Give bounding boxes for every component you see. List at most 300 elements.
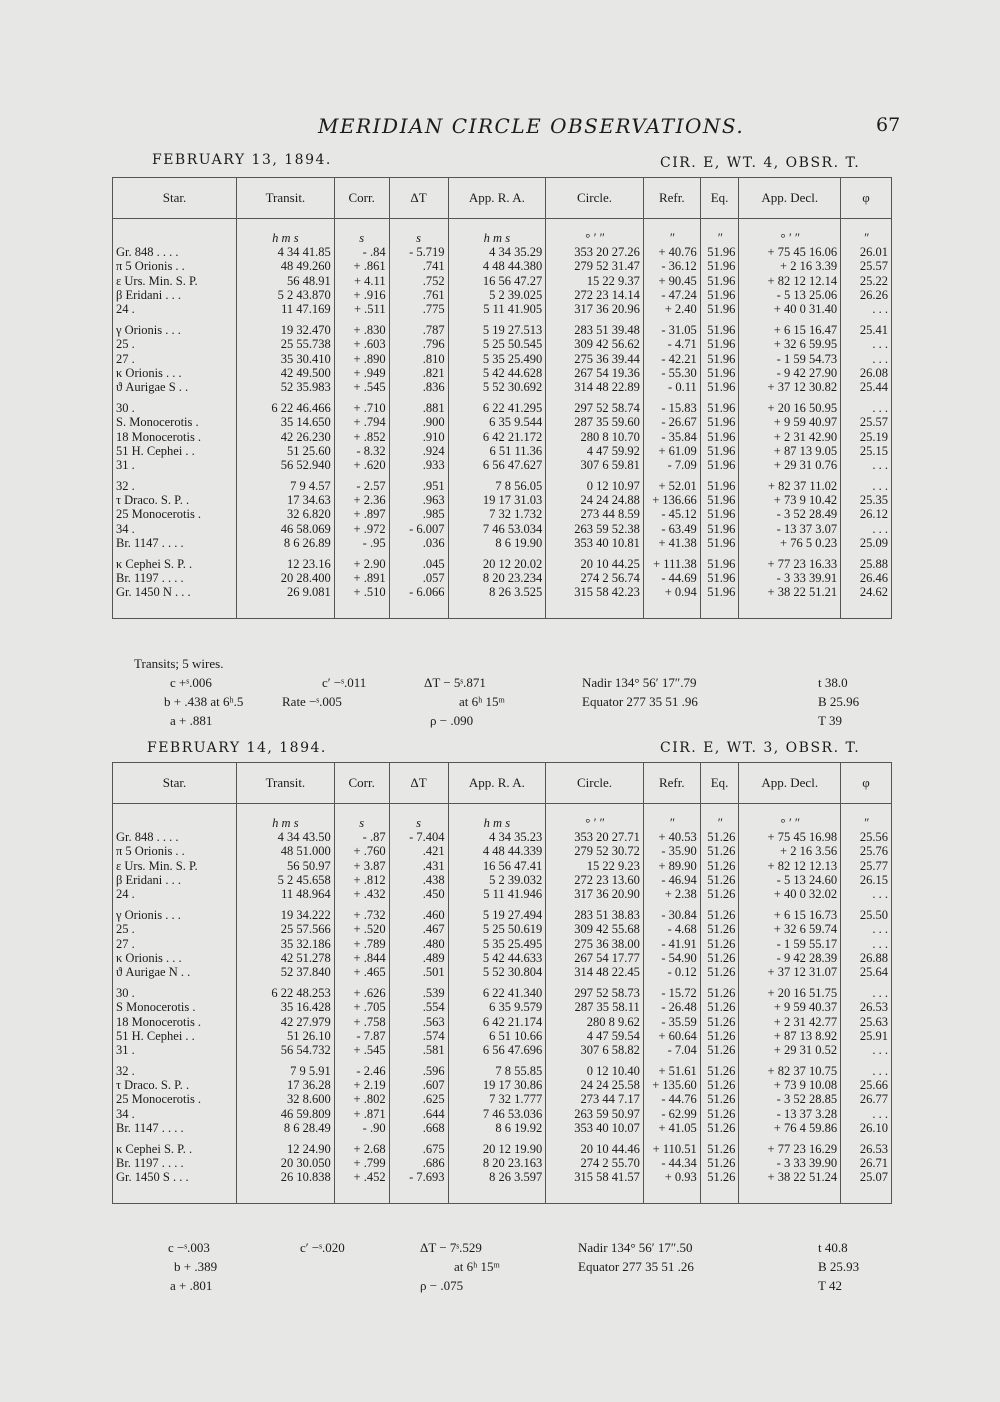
col-app-decl: + 2 16 3.39 <box>739 259 841 273</box>
col-phi: 26.46 <box>841 571 892 585</box>
col-circle: 317 36 20.90 <box>546 887 644 901</box>
col-star: Gr. 1450 S . . . <box>113 1170 237 1184</box>
gap-cell <box>334 1135 389 1142</box>
col-eq: 51.96 <box>700 302 739 316</box>
col-transit: 35 16.428 <box>237 1000 335 1014</box>
col-circle: 0 12 10.97 <box>546 479 644 493</box>
footer-T: T 42 <box>818 1278 842 1293</box>
gap-cell <box>841 1135 892 1142</box>
col-refr: + 135.60 <box>643 1078 700 1092</box>
col-app-ra: 5 42 44.628 <box>448 366 546 380</box>
footer-b: b + .389 <box>174 1259 218 1274</box>
col-star: 27 . <box>113 937 237 951</box>
gap-cell <box>113 394 237 401</box>
col-refr: - 0.11 <box>643 380 700 394</box>
col-transit: 7 9 4.57 <box>237 479 335 493</box>
column-header-eq: Eq. <box>700 178 739 219</box>
col-app-ra: 16 56 47.41 <box>448 859 546 873</box>
col-app-ra: 4 34 35.29 <box>448 245 546 259</box>
col-star: 34 . <box>113 522 237 536</box>
col-eq: 51.96 <box>700 507 739 521</box>
table-row <box>113 522 892 536</box>
footer-B: B 25.93 <box>818 1259 860 1274</box>
col-delta-t: .963 <box>389 493 448 507</box>
col-eq: 51.26 <box>700 1156 739 1170</box>
col-circle: 20 10 44.25 <box>546 557 644 571</box>
unit-label: ″ <box>841 219 892 246</box>
col-corr: + .812 <box>334 873 389 887</box>
table-row <box>113 274 892 288</box>
gap-cell <box>643 901 700 908</box>
col-star: 25 Monocerotis . <box>113 1092 237 1106</box>
col-phi: 25.57 <box>841 259 892 273</box>
col-app-decl: - 3 33 39.90 <box>739 1156 841 1170</box>
table-row <box>113 302 892 316</box>
col-eq: 51.26 <box>700 986 739 1000</box>
footer-rho: ρ − .075 <box>420 1278 464 1293</box>
col-app-decl: - 3 33 39.91 <box>739 571 841 585</box>
col-phi: 26.01 <box>841 245 892 259</box>
col-circle: 283 51 39.48 <box>546 323 644 337</box>
gap-cell <box>448 979 546 986</box>
col-corr: + .620 <box>334 458 389 472</box>
group-gap <box>113 472 892 479</box>
col-phi: 24.62 <box>841 585 892 599</box>
col-transit: 42 26.230 <box>237 429 335 443</box>
col-star: κ Cephei S. P. . <box>113 557 237 571</box>
col-eq: 51.96 <box>700 536 739 550</box>
col-delta-t: .460 <box>389 908 448 922</box>
col-star: γ Orionis . . . <box>113 323 237 337</box>
col-corr: + .844 <box>334 951 389 965</box>
col-circle: 273 44 7.17 <box>546 1092 644 1106</box>
gap-cell <box>113 901 237 908</box>
col-eq: 51.96 <box>700 380 739 394</box>
section-date: FEBRUARY 13, 1894. <box>152 152 332 168</box>
col-eq: 51.96 <box>700 415 739 429</box>
col-app-ra: 5 25 50.545 <box>448 337 546 351</box>
gap-cell <box>700 1135 739 1142</box>
table-row <box>113 380 892 394</box>
unit-label: s <box>389 219 448 246</box>
col-star: κ Orionis . . . <box>113 951 237 965</box>
col-refr: + 41.05 <box>643 1121 700 1135</box>
bottom-cell <box>643 600 700 619</box>
col-corr: + 2.68 <box>334 1142 389 1156</box>
footer-t: t 38.0 <box>818 675 848 690</box>
footer-equator: Equator 277 35 51 .26 <box>578 1259 694 1274</box>
col-refr: + 110.51 <box>643 1142 700 1156</box>
col-delta-t: .924 <box>389 444 448 458</box>
bottom-cell <box>739 600 841 619</box>
col-eq: 51.26 <box>700 1107 739 1121</box>
col-star: ε Urs. Min. S. P. <box>113 274 237 288</box>
col-circle: 353 20 27.26 <box>546 245 644 259</box>
table-row <box>113 922 892 936</box>
gap-cell <box>113 1135 237 1142</box>
table-row <box>113 1000 892 1014</box>
col-app-ra: 20 12 19.90 <box>448 1142 546 1156</box>
gap-cell <box>237 1057 335 1064</box>
col-refr: - 0.12 <box>643 965 700 979</box>
col-app-ra: 6 56 47.627 <box>448 458 546 472</box>
gap-cell <box>237 394 335 401</box>
col-corr: + .511 <box>334 302 389 316</box>
gap-cell <box>237 316 335 323</box>
footer-a: a + .801 <box>170 1278 213 1293</box>
unit-label: ° ′ ″ <box>739 804 841 831</box>
col-app-decl: - 3 52 28.85 <box>739 1092 841 1106</box>
col-delta-t: .821 <box>389 366 448 380</box>
col-corr: + .710 <box>334 401 389 415</box>
col-phi: . . . <box>841 337 892 351</box>
col-app-ra: 6 42 21.172 <box>448 429 546 443</box>
col-transit: 46 59.809 <box>237 1107 335 1121</box>
col-transit: 6 22 48.253 <box>237 986 335 1000</box>
col-app-ra: 20 12 20.02 <box>448 557 546 571</box>
col-app-decl: + 82 12 12.14 <box>739 274 841 288</box>
running-header <box>0 114 1000 138</box>
col-transit: 42 27.979 <box>237 1014 335 1028</box>
col-refr: - 62.99 <box>643 1107 700 1121</box>
group-gap <box>113 550 892 557</box>
bottom-cell <box>389 1185 448 1204</box>
footer-dt-at: at 6ʰ 15ᵐ <box>459 694 505 709</box>
gap-cell <box>841 1057 892 1064</box>
col-corr: + .545 <box>334 380 389 394</box>
col-eq: 51.26 <box>700 1064 739 1078</box>
gap-cell <box>546 472 644 479</box>
col-corr: + .758 <box>334 1014 389 1028</box>
gap-cell <box>113 316 237 323</box>
gap-cell <box>546 316 644 323</box>
col-circle: 272 23 13.60 <box>546 873 644 887</box>
col-corr: + .799 <box>334 1156 389 1170</box>
col-delta-t: .741 <box>389 259 448 273</box>
table-row <box>113 585 892 599</box>
col-delta-t: .421 <box>389 844 448 858</box>
col-app-ra: 19 17 30.86 <box>448 1078 546 1092</box>
col-phi: 26.15 <box>841 873 892 887</box>
table-row <box>113 536 892 550</box>
col-refr: + 111.38 <box>643 557 700 571</box>
col-circle: 280 8 10.70 <box>546 429 644 443</box>
gap-cell <box>841 901 892 908</box>
gap-cell <box>739 550 841 557</box>
bottom-cell <box>546 600 644 619</box>
col-delta-t: .985 <box>389 507 448 521</box>
col-app-decl: + 76 5 0.23 <box>739 536 841 550</box>
col-eq: 51.96 <box>700 245 739 259</box>
table-row <box>113 571 892 585</box>
col-app-decl: + 75 45 16.06 <box>739 245 841 259</box>
header-row <box>113 763 892 804</box>
col-phi: 25.63 <box>841 1014 892 1028</box>
col-star: 32 . <box>113 1064 237 1078</box>
unit-label: ″ <box>841 804 892 831</box>
col-star: 25 Monocerotis . <box>113 507 237 521</box>
col-corr: + .789 <box>334 937 389 951</box>
col-app-decl: + 77 23 16.33 <box>739 557 841 571</box>
col-app-ra: 6 51 11.36 <box>448 444 546 458</box>
col-phi: 26.12 <box>841 507 892 521</box>
col-transit: 11 48.964 <box>237 887 335 901</box>
unit-label: ″ <box>700 804 739 831</box>
gap-cell <box>113 472 237 479</box>
col-app-decl: + 2 31 42.77 <box>739 1014 841 1028</box>
col-delta-t: .675 <box>389 1142 448 1156</box>
table-row <box>113 1121 892 1135</box>
col-app-ra: 8 20 23.234 <box>448 571 546 585</box>
col-app-decl: - 1 59 54.73 <box>739 352 841 366</box>
col-app-decl: + 75 45 16.98 <box>739 830 841 844</box>
col-transit: 20 30.050 <box>237 1156 335 1170</box>
bottom-cell <box>389 600 448 619</box>
gap-cell <box>841 316 892 323</box>
footer-dt: ΔT − 5ˢ.871 <box>424 675 486 690</box>
unit-label <box>113 219 237 246</box>
col-star: ϑ Aurigae S . . <box>113 380 237 394</box>
unit-label: h m s <box>237 804 335 831</box>
col-refr: + 60.64 <box>643 1029 700 1043</box>
col-app-ra: 5 42 44.633 <box>448 951 546 965</box>
gap-cell <box>700 979 739 986</box>
col-app-decl: + 82 12 12.13 <box>739 859 841 873</box>
page-title: MERIDIAN CIRCLE OBSERVATIONS. <box>318 114 745 138</box>
col-circle: 272 23 14.14 <box>546 288 644 302</box>
footer-nadir: Nadir 134° 56′ 17″.50 <box>578 1240 693 1255</box>
header-row <box>113 178 892 219</box>
table-row <box>113 1064 892 1078</box>
gap-cell <box>237 1135 335 1142</box>
gap-cell <box>113 550 237 557</box>
col-delta-t: .554 <box>389 1000 448 1014</box>
gap-cell <box>546 394 644 401</box>
col-delta-t: .951 <box>389 479 448 493</box>
col-circle: 315 58 42.23 <box>546 585 644 599</box>
col-star: Gr. 1450 N . . . <box>113 585 237 599</box>
col-refr: - 31.05 <box>643 323 700 337</box>
col-refr: + 0.94 <box>643 585 700 599</box>
col-transit: 56 48.91 <box>237 274 335 288</box>
col-refr: - 63.49 <box>643 522 700 536</box>
col-delta-t: .581 <box>389 1043 448 1057</box>
col-refr: - 55.30 <box>643 366 700 380</box>
col-app-ra: 5 19 27.513 <box>448 323 546 337</box>
gap-cell <box>643 979 700 986</box>
table-row <box>113 859 892 873</box>
gap-cell <box>739 472 841 479</box>
unit-label: s <box>334 219 389 246</box>
col-app-ra: 5 35 25.495 <box>448 937 546 951</box>
col-delta-t: .900 <box>389 415 448 429</box>
table-row <box>113 1142 892 1156</box>
col-refr: - 54.90 <box>643 951 700 965</box>
gap-cell <box>334 472 389 479</box>
col-transit: 32 8.600 <box>237 1092 335 1106</box>
col-delta-t: .596 <box>389 1064 448 1078</box>
col-corr: + 4.11 <box>334 274 389 288</box>
col-app-ra: 7 46 53.036 <box>448 1107 546 1121</box>
gap-cell <box>237 901 335 908</box>
gap-cell <box>448 394 546 401</box>
col-star: Br. 1147 . . . . <box>113 536 237 550</box>
col-phi: 26.10 <box>841 1121 892 1135</box>
footer-equator: Equator 277 35 51 .96 <box>582 694 698 709</box>
unit-label: ° ′ ″ <box>546 804 644 831</box>
col-app-ra: 8 20 23.163 <box>448 1156 546 1170</box>
col-transit: 48 49.260 <box>237 259 335 273</box>
col-star: β Eridani . . . <box>113 873 237 887</box>
col-delta-t: .607 <box>389 1078 448 1092</box>
col-transit: 8 6 28.49 <box>237 1121 335 1135</box>
col-circle: 309 42 56.62 <box>546 337 644 351</box>
table-row <box>113 479 892 493</box>
col-phi: 25.09 <box>841 536 892 550</box>
col-circle: 353 20 27.71 <box>546 830 644 844</box>
column-header-eq: Eq. <box>700 763 739 804</box>
col-app-decl: + 87 13 8.92 <box>739 1029 841 1043</box>
table-row <box>113 873 892 887</box>
col-app-decl: + 73 9 10.08 <box>739 1078 841 1092</box>
col-transit: 42 49.500 <box>237 366 335 380</box>
col-corr: + .603 <box>334 337 389 351</box>
gap-cell <box>389 979 448 986</box>
col-star: Br. 1197 . . . . <box>113 571 237 585</box>
col-refr: - 26.67 <box>643 415 700 429</box>
gap-cell <box>389 550 448 557</box>
col-app-decl: - 3 52 28.49 <box>739 507 841 521</box>
col-app-decl: + 20 16 50.95 <box>739 401 841 415</box>
col-eq: 51.96 <box>700 429 739 443</box>
col-refr: - 35.59 <box>643 1014 700 1028</box>
col-delta-t: .501 <box>389 965 448 979</box>
col-app-decl: + 73 9 10.42 <box>739 493 841 507</box>
col-phi: 26.53 <box>841 1000 892 1014</box>
col-phi: 25.22 <box>841 274 892 288</box>
bottom-cell <box>739 1185 841 1204</box>
col-app-ra: 5 25 50.619 <box>448 922 546 936</box>
col-eq: 51.96 <box>700 288 739 302</box>
col-transit: 35 30.410 <box>237 352 335 366</box>
col-delta-t: - 5.719 <box>389 245 448 259</box>
col-refr: - 47.24 <box>643 288 700 302</box>
gap-cell <box>389 1057 448 1064</box>
col-app-ra: 7 32 1.732 <box>448 507 546 521</box>
col-app-decl: + 40 0 31.40 <box>739 302 841 316</box>
col-app-ra: 6 22 41.295 <box>448 401 546 415</box>
col-corr: + 2.19 <box>334 1078 389 1092</box>
col-eq: 51.96 <box>700 274 739 288</box>
gap-cell <box>700 316 739 323</box>
col-eq: 51.26 <box>700 873 739 887</box>
col-star: Gr. 848 . . . . <box>113 830 237 844</box>
gap-cell <box>334 550 389 557</box>
col-eq: 51.96 <box>700 479 739 493</box>
col-eq: 51.96 <box>700 458 739 472</box>
col-star: 18 Monocerotis . <box>113 1014 237 1028</box>
gap-cell <box>841 979 892 986</box>
col-eq: 51.26 <box>700 922 739 936</box>
col-circle: 24 24 25.58 <box>546 1078 644 1092</box>
col-refr: - 44.34 <box>643 1156 700 1170</box>
col-delta-t: .438 <box>389 873 448 887</box>
col-delta-t: .045 <box>389 557 448 571</box>
table-row <box>113 288 892 302</box>
col-app-ra: 19 17 31.03 <box>448 493 546 507</box>
col-app-decl: + 38 22 51.24 <box>739 1170 841 1184</box>
bottom-cell <box>448 600 546 619</box>
col-refr: - 42.21 <box>643 352 700 366</box>
col-transit: 11 47.169 <box>237 302 335 316</box>
col-app-ra: 16 56 47.27 <box>448 274 546 288</box>
col-circle: 273 44 8.59 <box>546 507 644 521</box>
col-app-ra: 5 2 39.025 <box>448 288 546 302</box>
col-transit: 42 51.278 <box>237 951 335 965</box>
col-corr: + .891 <box>334 571 389 585</box>
table-row <box>113 323 892 337</box>
col-star: 51 H. Cephei . . <box>113 1029 237 1043</box>
col-corr: + .890 <box>334 352 389 366</box>
table-row <box>113 1092 892 1106</box>
footer-c: c +ˢ.006 <box>170 675 212 690</box>
col-phi: 25.64 <box>841 965 892 979</box>
col-eq: 51.26 <box>700 1000 739 1014</box>
col-refr: + 89.90 <box>643 859 700 873</box>
table-row <box>113 844 892 858</box>
col-transit: 12 23.16 <box>237 557 335 571</box>
col-star: π 5 Orionis . . <box>113 844 237 858</box>
table-row <box>113 1107 892 1121</box>
col-app-ra: 7 46 53.034 <box>448 522 546 536</box>
footer-dt: ΔT − 7ˢ.529 <box>420 1240 482 1255</box>
column-header-phi: φ <box>841 178 892 219</box>
bottom-cell <box>700 600 739 619</box>
table-row <box>113 366 892 380</box>
col-corr: - 8.32 <box>334 444 389 458</box>
col-refr: - 35.90 <box>643 844 700 858</box>
col-eq: 51.26 <box>700 1092 739 1106</box>
col-delta-t: .933 <box>389 458 448 472</box>
col-delta-t: .480 <box>389 937 448 951</box>
gap-cell <box>334 316 389 323</box>
col-corr: + .972 <box>334 522 389 536</box>
col-refr: + 41.38 <box>643 536 700 550</box>
col-transit: 25 57.566 <box>237 922 335 936</box>
col-phi: . . . <box>841 1064 892 1078</box>
col-star: ϑ Aurigae N . . <box>113 965 237 979</box>
bottom-cell <box>334 600 389 619</box>
col-phi: . . . <box>841 352 892 366</box>
column-header-star: Star. <box>113 763 237 804</box>
col-app-decl: - 5 13 24.60 <box>739 873 841 887</box>
col-eq: 51.96 <box>700 571 739 585</box>
col-transit: 4 34 43.50 <box>237 830 335 844</box>
col-phi: . . . <box>841 937 892 951</box>
col-eq: 51.96 <box>700 401 739 415</box>
col-circle: 279 52 31.47 <box>546 259 644 273</box>
gap-cell <box>389 316 448 323</box>
col-refr: + 0.93 <box>643 1170 700 1184</box>
table-row <box>113 1043 892 1057</box>
col-transit: 56 50.97 <box>237 859 335 873</box>
col-app-ra: 7 8 56.05 <box>448 479 546 493</box>
unit-label: s <box>389 804 448 831</box>
bottom-cell <box>643 1185 700 1204</box>
col-app-decl: - 1 59 55.17 <box>739 937 841 951</box>
col-circle: 20 10 44.46 <box>546 1142 644 1156</box>
footer-c-prime: c′ −ˢ.011 <box>322 675 367 690</box>
